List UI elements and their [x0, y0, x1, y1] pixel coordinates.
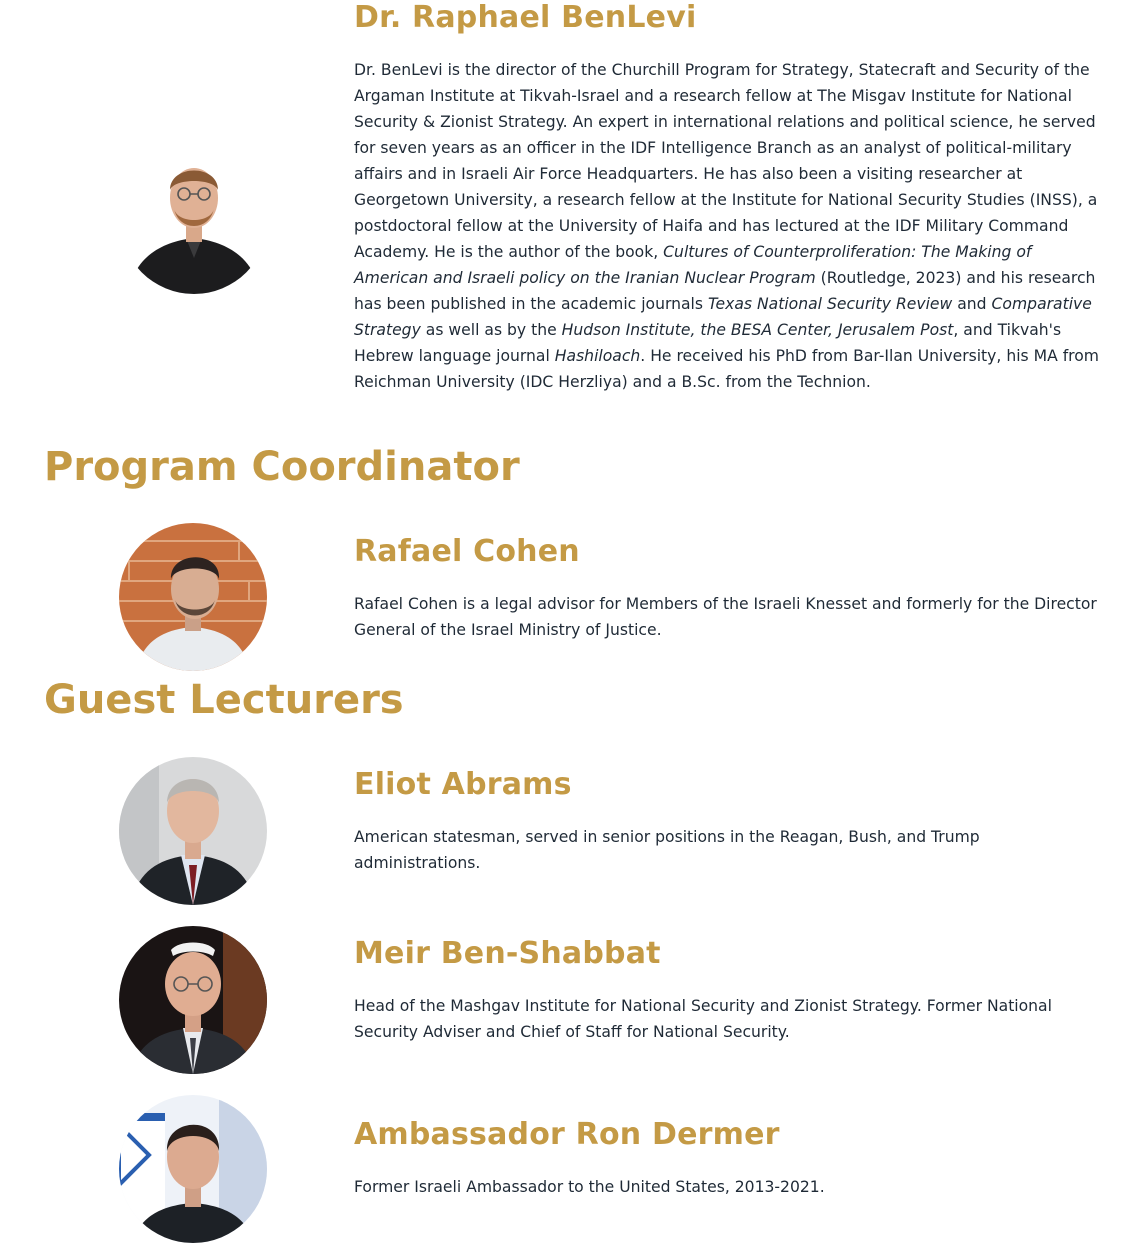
section-title-guest-lecturers: Guest Lecturers — [44, 677, 404, 723]
portrait-photo-icon — [120, 146, 268, 294]
coordinator-bio: Rafael Cohen is a legal advisor for Members of the Israeli Knesset and formerly for the Director General of the Israel Ministry of Justice. — [354, 595, 1097, 639]
outlet-names: Hudson Institute, the BESA Center, Jerusalem Post — [561, 321, 954, 339]
coordinator-name: Rafael Cohen — [354, 534, 580, 569]
lecturer-name: Meir Ben-Shabbat — [354, 936, 661, 971]
journal-name: Comparative Strategy — [354, 295, 1092, 339]
journal-name: Texas National Security Review — [707, 295, 953, 313]
portrait-photo-icon — [119, 523, 267, 671]
lecturer-bio: Former Israeli Ambassador to the United States, 2013-2021. — [354, 1178, 825, 1196]
portrait-photo-icon — [119, 757, 267, 905]
lecturer-photo — [119, 757, 267, 905]
lecturer-photo — [119, 1095, 267, 1243]
portrait-photo-icon — [119, 1095, 267, 1243]
director-bio: Dr. BenLevi is the director of the Churchill Program for Strategy, Statecraft and Security of the Argaman Institute at Tikvah-Israel and a research fellow at The Misgav Institute for National Security & Zionist Strategy. An expert in international relations and political science, he served for seven years as an officer in the IDF Intelligence Branch as an analyst of political-military affairs and in Israeli Air Force Headquarters. He has also been a visiting researcher at Georgetown University, a research fellow at the Institute for National Security Studies (INSS), a postdoctoral fellow at the University of Haifa and has lectured at the IDF Military Command Academy. He is the author of the book, Cultures of Counterproliferation: The Making of American and Israeli policy on the Iranian Nuclear Program (Routledge, 2023) and his research has been published in the academic journals Texas National Security Review and Comparative Strategy as well as by the Hudson Institute, the BESA Center, Jerusalem Post, and Tikvah's Hebrew language journal Hashiloach. He received his PhD from Bar-Ilan University, his MA from Reichman University (IDC Herzliya) and a B.Sc. from the Technion. — [354, 61, 1099, 391]
director-name: Dr. Raphael BenLevi — [354, 0, 697, 35]
journal-name: Hashiloach — [554, 347, 641, 365]
coordinator-photo — [119, 523, 267, 671]
lecturer-bio: Head of the Mashgav Institute for National Security and Zionist Strategy. Former National Security Adviser and Chief of Staff for National Security. — [354, 997, 1052, 1041]
portrait-photo-icon — [119, 926, 267, 1074]
director-photo — [120, 146, 268, 294]
section-title-program-coordinator: Program Coordinator — [44, 444, 520, 490]
book-title: Cultures of Counterproliferation: The Making of American and Israeli policy on the Iranian Nuclear Program — [354, 243, 1032, 287]
lecturer-photo — [119, 926, 267, 1074]
lecturer-name: Eliot Abrams — [354, 767, 572, 802]
lecturer-bio: American statesman, served in senior positions in the Reagan, Bush, and Trump administrations. — [354, 828, 980, 872]
lecturer-name: Ambassador Ron Dermer — [354, 1117, 780, 1152]
